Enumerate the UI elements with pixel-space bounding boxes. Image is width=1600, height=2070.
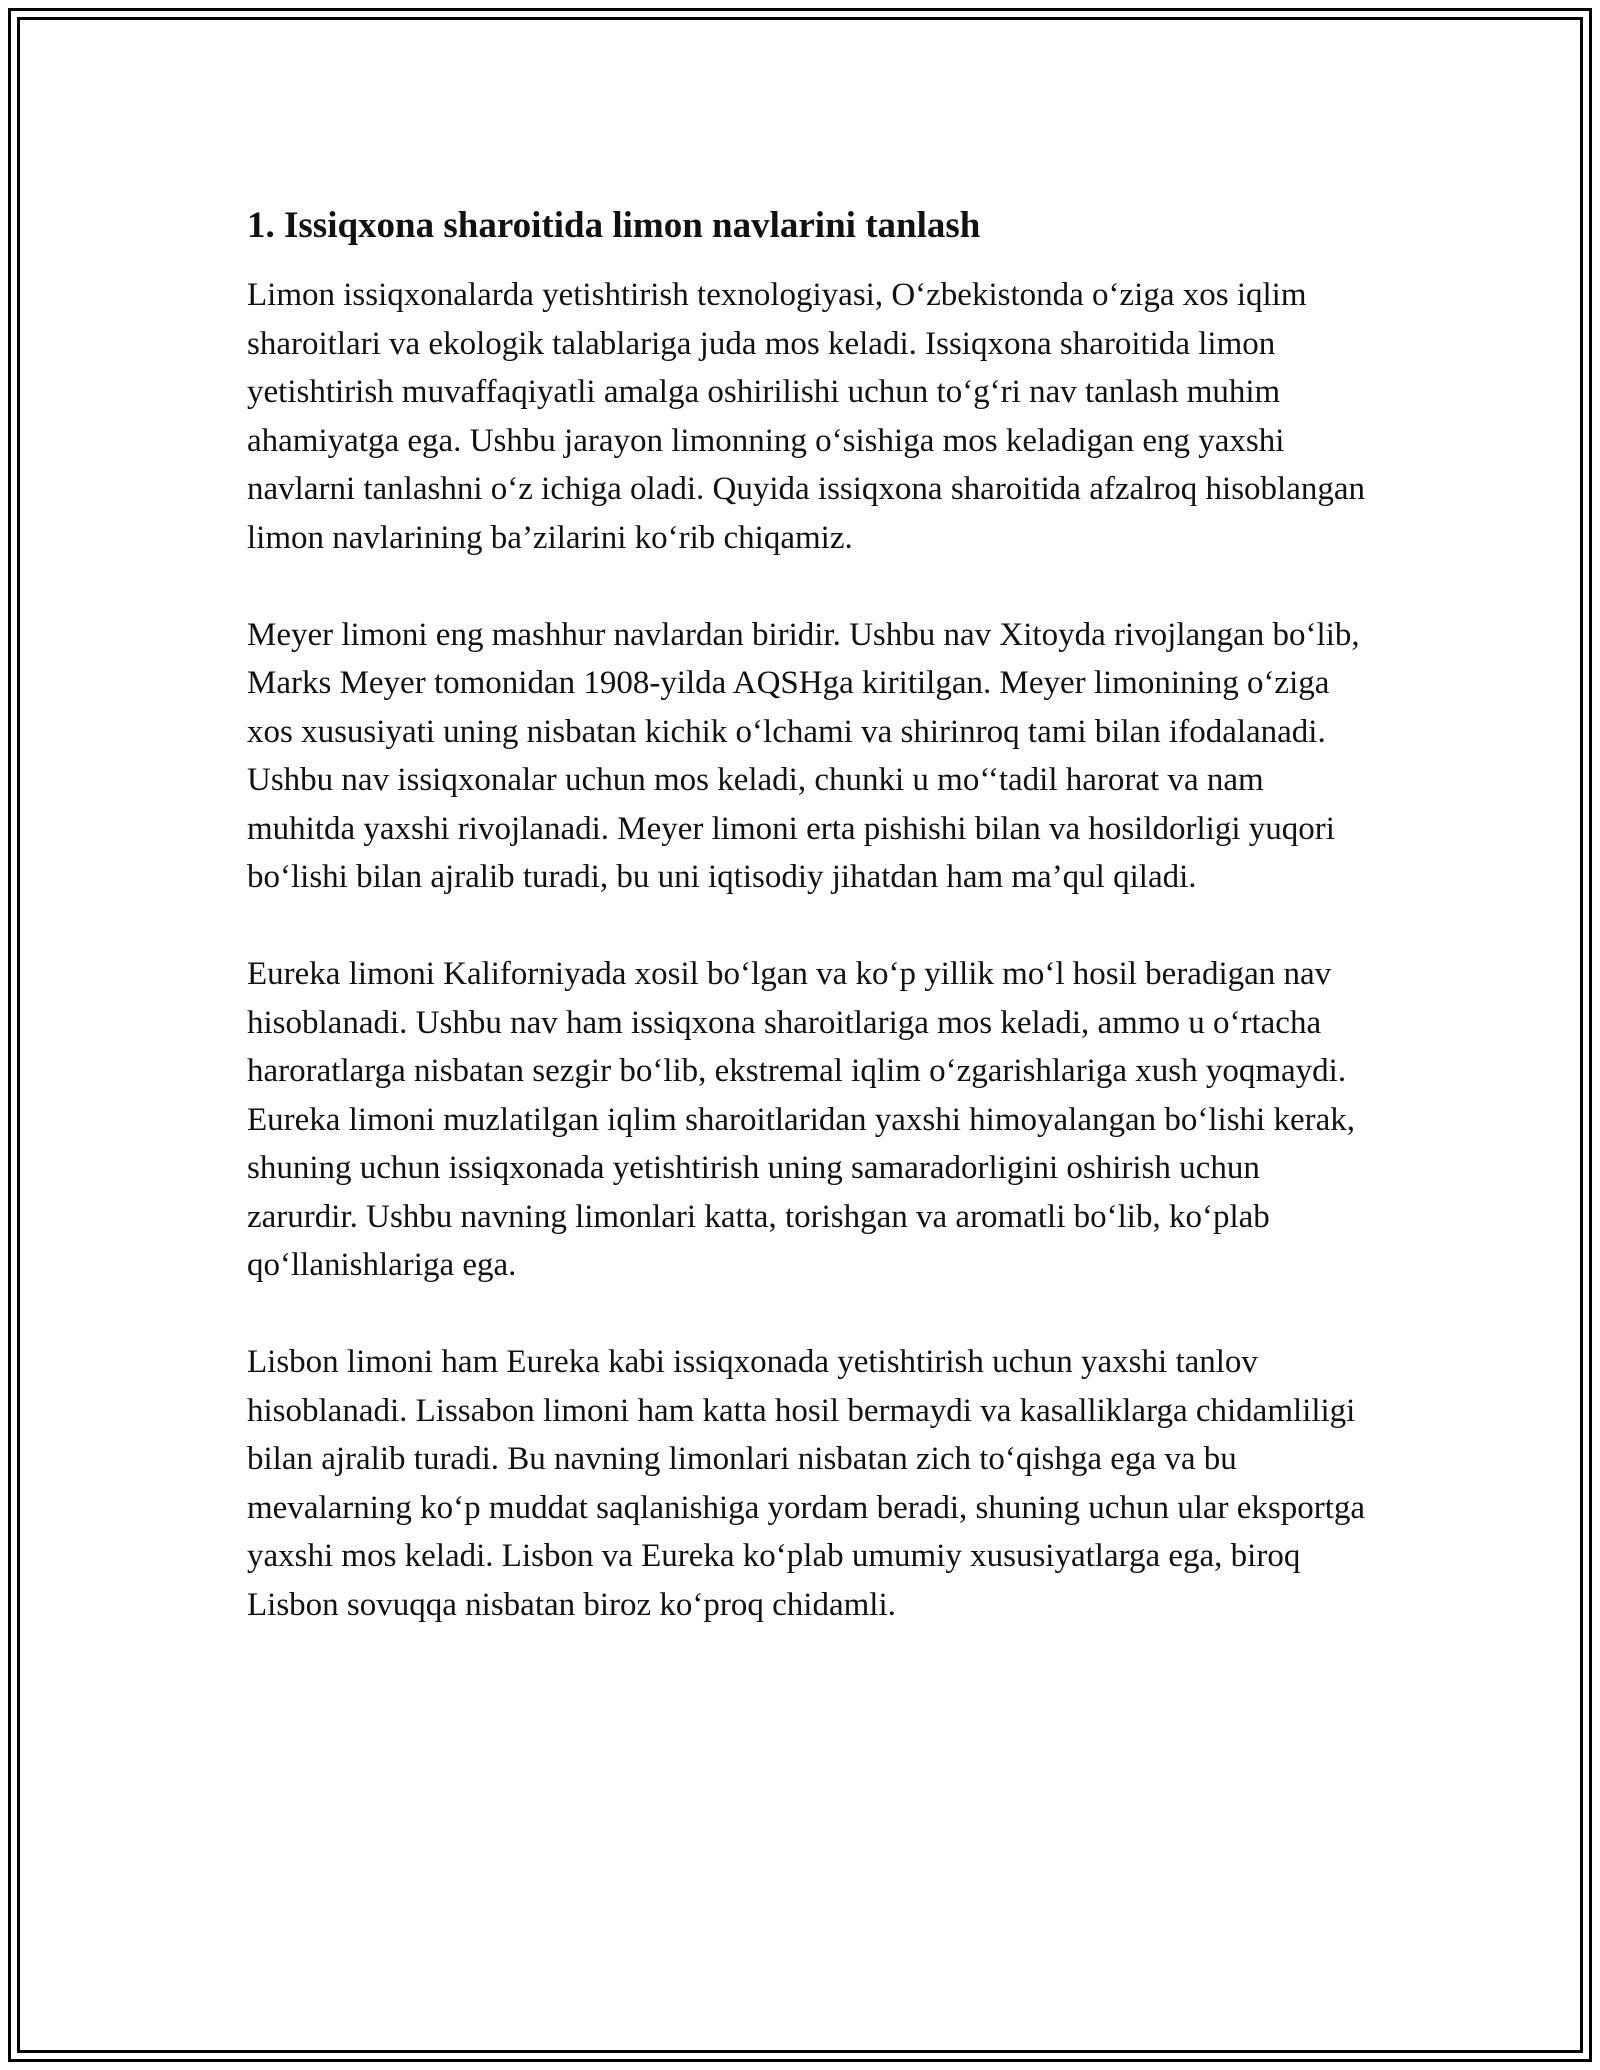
section-heading: 1. Issiqxona sharoitida limon navlarini tanlash (247, 205, 981, 246)
paragraph-intro: Limon issiqxonalarda yetishtirish texnologiyasi, O‘zbekistonda o‘ziga xos iqlim sharoitlari va ekologik talablariga juda mos keladi. Issiqxona sharoitida limon yetishtirish muvaffaqiyatli amalga oshirilishi uchun to‘g‘ri nav tanlash muhim ahamiyatga ega. Ushbu jarayon limonning o‘sishiga mos keladigan eng yaxshi navlarni tanlashni o‘z ichiga oladi. Quyida issiqxona sharoitida afzalroq hisoblangan limon navlarining ba’zilarini ko‘rib chiqamiz. (247, 277, 1366, 556)
document-body (247, 201, 1377, 1678)
paragraph-lisbon: Lisbon limoni ham Eureka kabi issiqxonada yetishtirish uchun yaxshi tanlov hisoblanadi. Lissabon limoni ham katta hosil bermaydi va kasalliklarga chidamliligi bilan ajralib turadi. Bu navning limonlari nisbatan zich to‘qishga ega va bu mevalarning ko‘p muddat saqlanishiga yordam beradi, shuning uchun ular eksportga yaxshi mos keladi. Lisbon va Eureka ko‘plab umumiy xususiyatlarga ega, biroq Lisbon sovuqqa nisbatan biroz ko‘proq chidamli. (247, 1344, 1366, 1623)
paragraph-eureka: Eureka limoni Kaliforniyada xosil bo‘lgan va ko‘p yillik mo‘l hosil beradigan nav hisoblanadi. Ushbu nav ham issiqxona sharoitlariga mos keladi, ammo u o‘rtacha haroratlarga nisbatan sezgir bo‘lib, ekstremal iqlim o‘zgarishlariga xush yoqmaydi. Eureka limoni muzlatilgan iqlim sharoitlaridan yaxshi himoyalangan bo‘lishi kerak, shuning uchun issiqxonada yetishtirish uning samaradorligini oshirish uchun zarurdir. Ushbu navning limonlari katta, torishgan va aromatli bo‘lib, ko‘plab qo‘llanishlariga ega. (247, 956, 1355, 1283)
paragraph-meyer: Meyer limoni eng mashhur navlardan biridir. Ushbu nav Xitoyda rivojlangan bo‘lib, Marks Meyer tomonidan 1908-yilda AQSHga kiritilgan. Meyer limonining o‘ziga xos xususiyati uning nisbatan kichik o‘lchami va shirinroq tami bilan ifodalanadi. Ushbu nav issiqxonalar uchun mos keladi, chunki u mo‘‘tadil harorat va nam muhitda yaxshi rivojlanadi. Meyer limoni erta pishishi bilan va hosildorligi yuqori bo‘lishi bilan ajralib turadi, bu uni iqtisodiy jihatdan ham ma’qul qiladi. (247, 616, 1360, 895)
page-frame (8, 8, 1592, 2062)
